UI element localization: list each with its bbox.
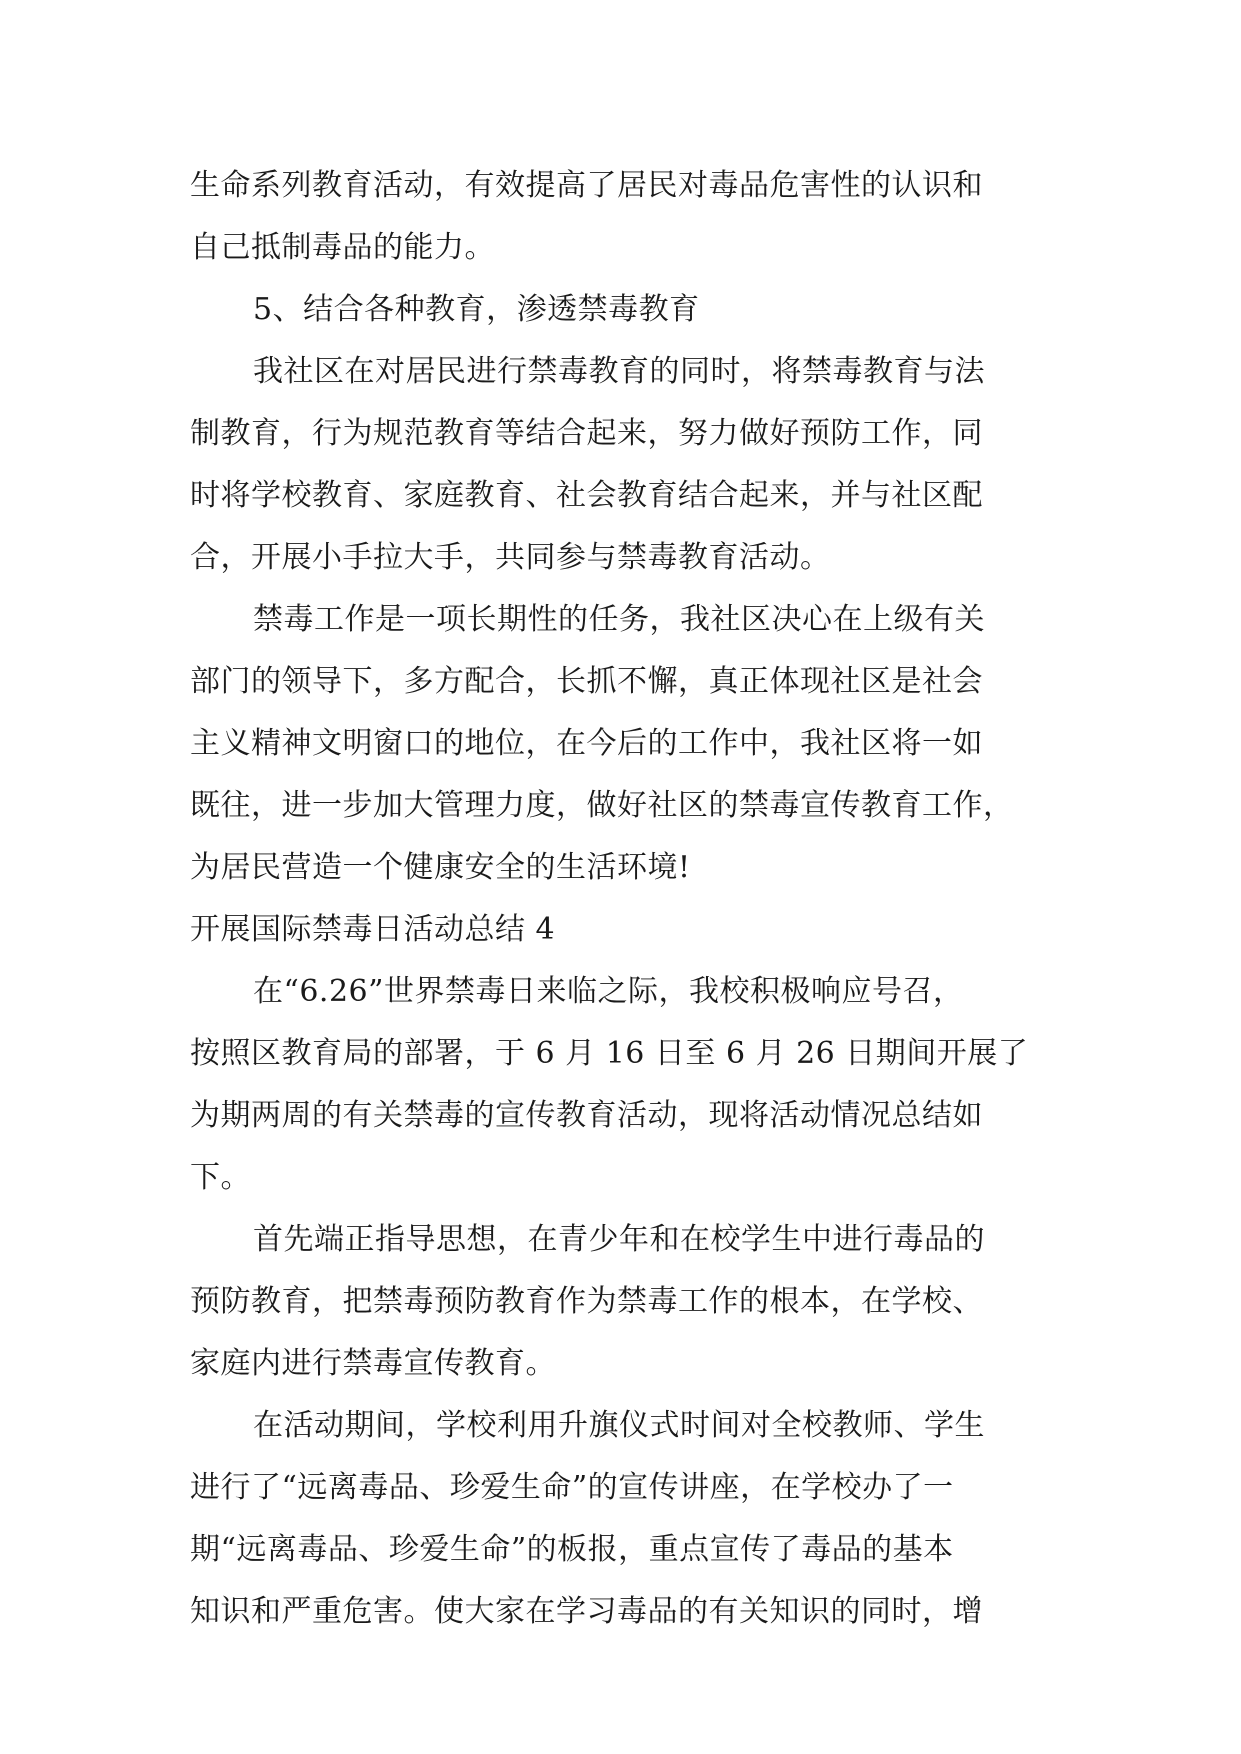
body-text-line: 下。 xyxy=(190,1160,251,1195)
body-text-line: 按照区教育局的部署，于 6 月 16 日至 6 月 26 日期间开展了 xyxy=(190,1036,1029,1071)
body-text-line: 进行了“远离毒品、珍爱生命”的宣传讲座，在学校办了一 xyxy=(190,1470,954,1505)
body-text-line: 自己抵制毒品的能力。 xyxy=(190,230,495,265)
body-text-line: 为期两周的有关禁毒的宣传教育活动，现将活动情况总结如 xyxy=(190,1098,983,1133)
body-text-line: 知识和严重危害。使大家在学习毒品的有关知识的同时，增 xyxy=(190,1594,983,1629)
body-text-line: 首先端正指导思想，在青少年和在校学生中进行毒品的 xyxy=(253,1222,985,1257)
body-text-line: 为居民营造一个健康安全的生活环境! xyxy=(190,850,691,885)
body-text-line: 在活动期间，学校利用升旗仪式时间对全校教师、学生 xyxy=(253,1408,985,1443)
body-text-line: 生命系列教育活动，有效提高了居民对毒品危害性的认识和 xyxy=(190,168,983,203)
section-heading: 5、结合各种教育，渗透禁毒教育 xyxy=(253,292,700,327)
body-text-line: 家庭内进行禁毒宣传教育。 xyxy=(190,1346,556,1381)
body-text-line: 时将学校教育、家庭教育、社会教育结合起来，并与社区配 xyxy=(190,478,983,513)
article-title: 开展国际禁毒日活动总结 4 xyxy=(190,912,556,947)
body-text-line: 期“远离毒品、珍爱生命”的板报，重点宣传了毒品的基本 xyxy=(190,1532,954,1567)
body-text-line: 既往，进一步加大管理力度，做好社区的禁毒宣传教育工作， xyxy=(190,788,1014,823)
body-text-line: 制教育，行为规范教育等结合起来，努力做好预防工作，同 xyxy=(190,416,983,451)
body-text-line: 禁毒工作是一项长期性的任务，我社区决心在上级有关 xyxy=(253,602,985,637)
body-text-line: 合，开展小手拉大手，共同参与禁毒教育活动。 xyxy=(190,540,831,575)
body-text-line: 在“6.26”世界禁毒日来临之际，我校积极响应号召， xyxy=(253,974,964,1009)
body-text-line: 我社区在对居民进行禁毒教育的同时，将禁毒教育与法 xyxy=(253,354,985,389)
body-text-line: 部门的领导下，多方配合，长抓不懈，真正体现社区是社会 xyxy=(190,664,983,699)
body-text-line: 预防教育，把禁毒预防教育作为禁毒工作的根本，在学校、 xyxy=(190,1284,983,1319)
body-text-line: 主义精神文明窗口的地位，在今后的工作中，我社区将一如 xyxy=(190,726,983,761)
